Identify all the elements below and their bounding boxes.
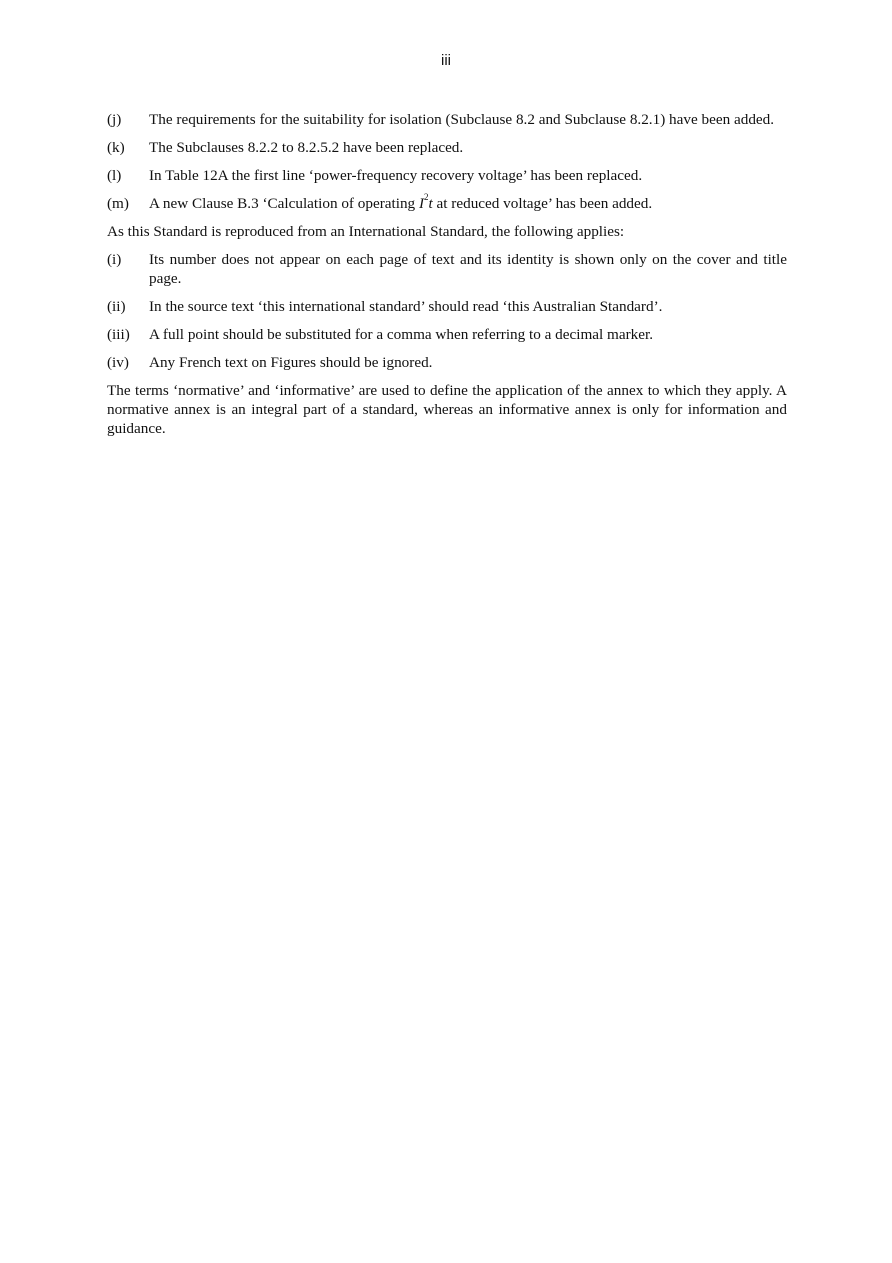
intro-paragraph: As this Standard is reproduced from an International Standard, the following applies: bbox=[107, 223, 625, 240]
list-marker: (iii) bbox=[107, 326, 130, 343]
text-segment: at reduced voltage’ has been added. bbox=[432, 195, 653, 212]
list-marker: (m) bbox=[107, 195, 129, 212]
list-marker: (k) bbox=[107, 139, 125, 156]
amendment-item bbox=[107, 166, 787, 185]
list-item-text bbox=[149, 191, 787, 213]
condition-item bbox=[107, 353, 787, 372]
list-item-text: Its number does not appear on each page of text and its identity is shown only on the cover and title page. bbox=[149, 251, 787, 287]
list-item-text: In the source text ‘this international standard’ should read ‘this Australian Standard’. bbox=[149, 298, 663, 315]
condition-item bbox=[107, 325, 787, 344]
amendment-item bbox=[107, 191, 787, 213]
document-body bbox=[107, 110, 787, 447]
list-marker: (iv) bbox=[107, 354, 129, 371]
list-marker: (ii) bbox=[107, 298, 126, 315]
list-item-text: The requirements for the suitability for isolation (Subclause 8.2 and Subclause 8.2.1) have been added. bbox=[149, 111, 775, 128]
formula-variable: t bbox=[428, 195, 433, 212]
condition-item bbox=[107, 250, 787, 288]
list-item-text: In Table 12A the first line ‘power-frequency recovery voltage’ has been replaced. bbox=[149, 167, 643, 184]
formula-base: I bbox=[418, 195, 425, 212]
list-item-text: Any French text on Figures should be ignored. bbox=[149, 354, 433, 371]
list-marker: (j) bbox=[107, 111, 122, 128]
condition-item bbox=[107, 297, 787, 316]
closing-paragraph: The terms ‘normative’ and ‘informative’ are used to define the application of the annex to which they apply. A normative annex is an integral part of a standard, whereas an informative annex is only for information and guidance. bbox=[107, 382, 787, 437]
amendment-item bbox=[107, 138, 787, 157]
text-segment: A new Clause B.3 ‘Calculation of operating bbox=[149, 195, 419, 212]
amendment-item bbox=[107, 110, 787, 129]
list-marker: (i) bbox=[107, 251, 122, 268]
list-item-text: The Subclauses 8.2.2 to 8.2.5.2 have been replaced. bbox=[149, 139, 464, 156]
page-number: iii bbox=[441, 52, 451, 69]
list-item-text: A full point should be substituted for a comma when referring to a decimal marker. bbox=[149, 326, 654, 343]
list-marker: (l) bbox=[107, 167, 122, 184]
formula-superscript: 2 bbox=[424, 191, 429, 202]
